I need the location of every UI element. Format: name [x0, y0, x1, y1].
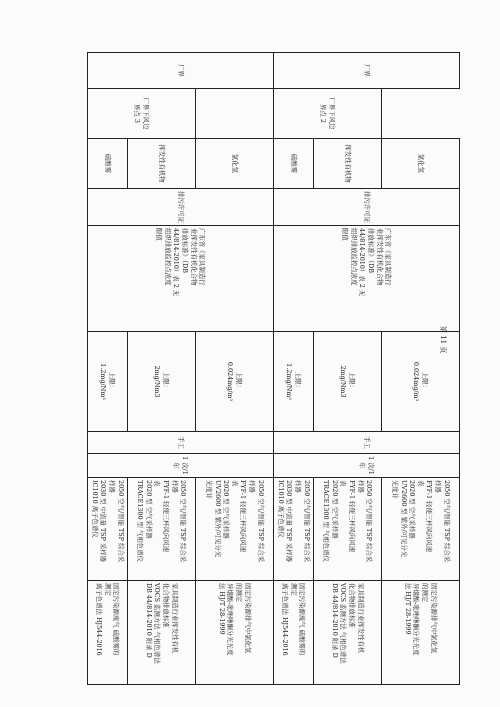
site-cell: 厂界下风边 界点 3 — [88, 89, 196, 139]
table-row — [196, 53, 274, 685]
site-cell — [196, 89, 274, 139]
analysis-method-cell: 固定污染源废气 硫酸雾的 测定 离子色谱法 HJ544-2016 — [274, 581, 314, 685]
pollutant-cell: 挥发性有机物 — [314, 139, 382, 189]
location-cell: 厂界 — [274, 53, 460, 89]
equipment-cell: 2050 空气/智能 TSP 综合采 样器 2030 型 中流量 TSP 采样器 IC1010 离子色谱仪 — [88, 478, 128, 581]
method-type-cell: 手工 — [88, 432, 274, 454]
limit-cell: 上限： 0.024mg/m³ — [382, 332, 460, 432]
method-type-cell: 手工 — [274, 432, 460, 454]
equipment-cell: 2050 空气/智能 TSP 综合采 样器 FYF-1 轻便三杯风向风速 表 2020 型 空气采样器 TRACE1300 型 气相色谱仪 — [314, 478, 382, 581]
table-row — [274, 53, 314, 685]
pollutant-cell: 硫酸雾 — [274, 139, 314, 189]
equipment-cell: 2050 空气/智能 TSP 综合采 样器 FYF-1 轻便三杯风向风速 表 2020 型 空气采样器 UV2600 型 紫外/可见分光 光度计 — [196, 478, 274, 581]
limit-cell: 上限： 2mg/Nm3 — [314, 332, 382, 432]
limit-cell: 上限： 0.024mg/m³ — [196, 332, 274, 432]
frequency-cell: 1 次/1 年 — [274, 454, 460, 478]
table-row — [88, 53, 128, 685]
location-cell: 厂界 — [88, 53, 274, 89]
basis-cell: 排污许可证 — [274, 189, 460, 226]
standard-cell: 广东省《家具制造行 业挥发性有机化合物 排放标准》（DB 44/814-2010）表 2 无 组织排放监控点浓度 限值 — [274, 226, 460, 332]
limit-cell: 上限： 1.2mg/Nm³ — [88, 332, 128, 432]
analysis-method-cell: 家具制造行业挥发性有机 化合物排放标准 VOCS 监测方法 气相色谱法 DB 44/814-2010 附录 D — [314, 581, 382, 685]
basis-cell: 排污许可证 — [88, 189, 274, 226]
frequency-cell: 1 次/1 年 — [88, 454, 274, 478]
pollutant-cell: 挥发性有机物 — [128, 139, 196, 189]
equipment-cell: 2050 空气/智能 TSP 综合采 样器 2030 型 中流量 TSP 采样器 IC1010 离子色谱仪 — [274, 478, 314, 581]
site-cell — [382, 89, 460, 139]
table-row — [128, 53, 196, 685]
monitoring-table — [87, 52, 460, 685]
limit-cell: 上限： 1.2mg/Nm³ — [274, 332, 314, 432]
analysis-method-cell: 固定污染源排气中氯化氢 的测定 异烟酸-吡唑啉酮分光光度 法 HJ/T 28-1999 — [382, 581, 460, 685]
analysis-method-cell: 家具制造行业挥发性有机 化合物排放标准 VOCS 监测方法 气相色谱法 DB 44/814-2010 附录 D — [128, 581, 196, 685]
table-row — [314, 53, 382, 685]
site-cell: 厂界下风边 界点 2 — [274, 89, 382, 139]
analysis-method-cell: 固定污染源废气 硫酸雾的 测定 离子色谱法 HJ544-2016 — [88, 581, 128, 685]
pollutant-cell: 氯化氢 — [382, 139, 460, 189]
limit-cell: 上限： 2mg/Nm3 — [128, 332, 196, 432]
equipment-cell: 2050 空气/智能 TSP 综合采 样器 FYF-1 轻便三杯风向风速 表 2020 型 空气采样器 UV2600 型 紫外/可见分光 光度计 — [382, 478, 460, 581]
equipment-cell: 2050 空气/智能 TSP 综合采 样器 FYF-1 轻便三杯风向风速 表 2020 型 空气采样器 TRACE1300 型 气相色谱仪 — [128, 478, 196, 581]
pollutant-cell: 氯化氢 — [196, 139, 274, 189]
table-row — [382, 53, 460, 685]
standard-cell: 广东省《家具制造行 业挥发性有机化合物 排放标准》（DB 44/814-2010）表 2 无 组织排放监控点浓度 限值 — [88, 226, 274, 332]
page-number: 第 11 页 — [439, 326, 447, 354]
analysis-method-cell: 固定污染源排气中氯化氢 的测定 异烟酸-吡唑啉酮分光光度 法 HJ/T 28-1999 — [196, 581, 274, 685]
pollutant-cell: 硫酸雾 — [88, 139, 128, 189]
